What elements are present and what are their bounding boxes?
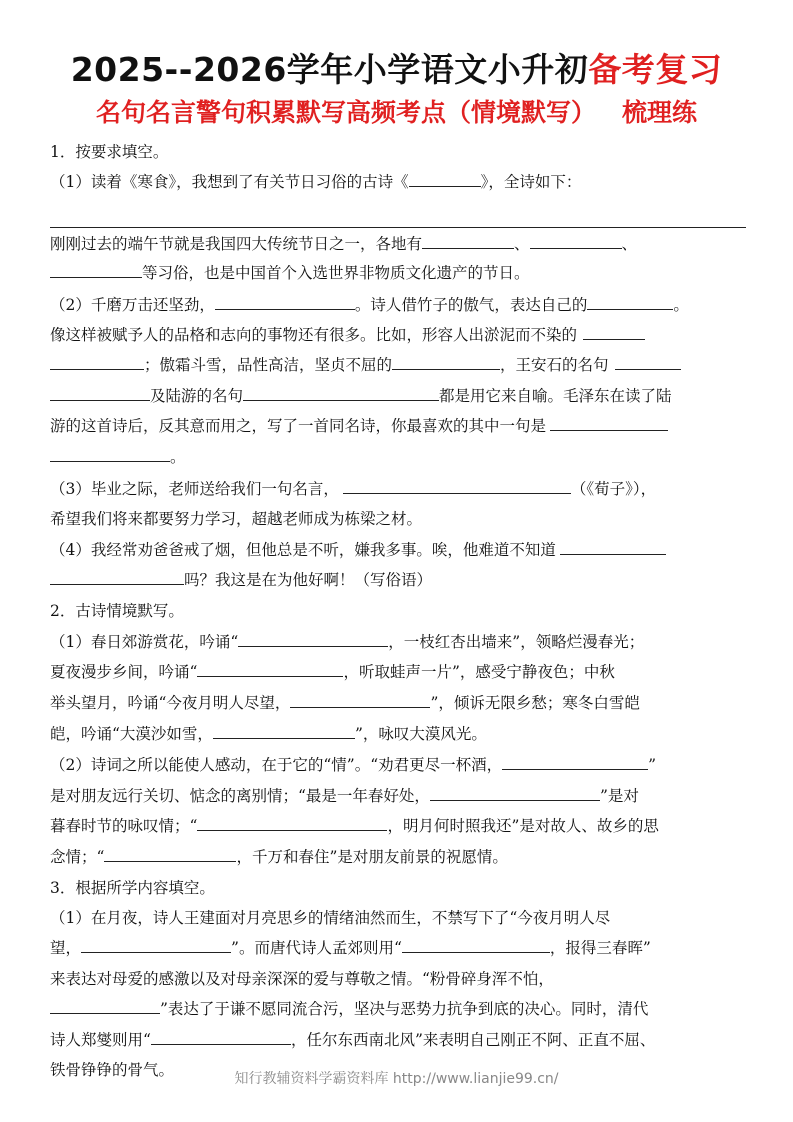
- blank-wanganshi-2[interactable]: [50, 386, 150, 401]
- q3-1-line6: 铁骨铮铮的骨气。: [50, 1061, 175, 1079]
- q2-1-line4: 皑，吟诵“大漠沙如雪， ”，咏叹大漠风光。: [50, 725, 487, 743]
- q1-2-line6: 。: [50, 446, 772, 468]
- q1-3-line2: 希望我们将来都要努力学习，超越老师成为栋梁之材。: [50, 510, 423, 528]
- subtitle-main: 名句名言警句积累默写高频考点（情境默写）: [95, 98, 596, 127]
- q1-2-line5: 游的这首诗后，反其意而用之，写了一首同名诗，你最喜欢的其中一句是: [50, 415, 772, 437]
- blank-lotus-2[interactable]: [50, 355, 144, 370]
- blank-custom-2[interactable]: [530, 234, 622, 249]
- blank-luyou-line[interactable]: [243, 386, 439, 401]
- blank-proverb-2[interactable]: [50, 570, 184, 585]
- q1-1-line3: 等习俗，也是中国首个入选世界非物质文化遗产的节日。: [50, 262, 772, 284]
- blank-poet-feeling[interactable]: [587, 295, 673, 310]
- q3-heading: 3．根据所学内容填空。: [50, 879, 215, 897]
- q2-2-line3: 暮春时节的咏叹情；“ ，明月何时照我还”是对故人、故乡的思: [50, 817, 659, 835]
- page-subtitle: [0, 93, 793, 129]
- blank-wanganshi-1[interactable]: [615, 355, 681, 370]
- blank-wangjian-line[interactable]: [81, 938, 231, 953]
- blank-plum[interactable]: [392, 355, 500, 370]
- blank-full-poem-line[interactable]: [50, 227, 746, 228]
- q1-heading: 1．按要求填空。: [50, 143, 169, 161]
- q1-1-line2: 刚刚过去的端午节就是我国四大传统节日之一，各地有 、 、: [50, 235, 638, 253]
- q2-2-line1: （2）诗词之所以能使人感动，在于它的“情”。“劝君更尽一杯酒， ”: [50, 756, 657, 774]
- blank-farewell-line[interactable]: [502, 755, 648, 770]
- q1-1-line1: （1）读着《寒食》，我想到了有关节日习俗的古诗《 》，全诗如下：: [50, 173, 582, 191]
- q1-4-line1: （4）我经常劝爸爸戒了烟，但他总是不听，嫌我多事。唉，他难道不知道: [50, 539, 772, 561]
- q1-4-line2: 吗？我这是在为他好啊！（写俗语）: [50, 569, 772, 591]
- blank-spring-line[interactable]: [238, 632, 388, 647]
- page-title: [0, 44, 793, 91]
- blank-homesick-line[interactable]: [197, 816, 387, 831]
- blank-summer-line[interactable]: [197, 662, 343, 677]
- q2-2-line2: 是对朋友远行关切、惦念的离别情；“最是一年春好处， ”是对: [50, 787, 639, 805]
- q1-3-line1: （3）毕业之际，老师送给我们一句名言， （《荀子》），: [50, 480, 657, 498]
- q2-1-line3: 举头望月，吟诵“今夜月明人尽望， ”，倾诉无限乡愁；寒冬白雪皑: [50, 694, 640, 712]
- blank-proverb-1[interactable]: [560, 540, 666, 555]
- q2-2-line4: 念情；“ ，千万和春住”是对朋友前景的祝愿情。: [50, 848, 508, 866]
- q3-1-line4: ”表达了于谦不愿同流合污，坚决与恶势力抗争到底的决心。同时，清代: [50, 998, 772, 1020]
- blank-mao-line-2[interactable]: [50, 447, 170, 462]
- blank-mengjiao-line[interactable]: [402, 938, 550, 953]
- blank-winter-line[interactable]: [213, 724, 355, 739]
- q1-2-line3: ；傲霜斗雪，品性高洁，坚贞不屈的 ，王安石的名句: [50, 354, 772, 376]
- blank-mao-line-1[interactable]: [550, 416, 668, 431]
- blank-xunzi-quote[interactable]: [343, 479, 571, 494]
- blank-custom-1[interactable]: [422, 234, 514, 249]
- q1-2-line4: 及陆游的名句 都是用它来自喻。毛泽东在读了陆: [50, 385, 772, 407]
- q3-1-line1: （1）在月夜，诗人王建面对月亮思乡的情绪油然而生，不禁写下了“今夜月明人尽: [50, 909, 611, 927]
- watermark-footer: 知行教辅资料学霸资料库 http://www.lianjie99.cn/: [234, 1071, 559, 1087]
- title-black-part: 2025--2026学年小学语文小升初: [70, 50, 589, 89]
- blank-bamboo-line[interactable]: [215, 295, 355, 310]
- q2-heading: 2．古诗情境默写。: [50, 602, 184, 620]
- q3-1-line5: 诗人郑燮则用“ ，任尔东西南北风”来表明自己刚正不阿、正直不屈、: [50, 1031, 656, 1049]
- q3-1-line2: 望， ”。而唐代诗人孟郊则用“ ，报得三春晖”: [50, 939, 651, 957]
- blank-yuqian-line[interactable]: [50, 999, 160, 1014]
- q3-1-line3: 来表达对母爱的感激以及对母亲深深的爱与尊敬之情。“粉骨碎身浑不怕，: [50, 970, 554, 988]
- blank-spring-best-line[interactable]: [430, 786, 600, 801]
- blank-poem-title[interactable]: [409, 172, 481, 187]
- blank-lotus-1[interactable]: [583, 325, 645, 340]
- subtitle-tail: 梳理练: [622, 98, 698, 127]
- blank-blessing-line[interactable]: [104, 847, 236, 862]
- q2-1-line2: 夏夜漫步乡间，吟诵“ ，听取蛙声一片”，感受宁静夜色；中秋: [50, 663, 615, 681]
- title-red-part: 备考复习: [588, 50, 723, 89]
- blank-custom-3[interactable]: [50, 263, 142, 278]
- blank-autumn-line[interactable]: [290, 693, 430, 708]
- blank-zhengxie-line[interactable]: [151, 1030, 291, 1045]
- q2-1-line1: （1）春日郊游赏花，吟诵“ ，一枝红杏出墙来”，领略烂漫春光；: [50, 633, 645, 651]
- q1-2-line1: （2）千磨万击还坚劲， 。诗人借竹子的傲气，表达自己的 。: [50, 296, 689, 314]
- q1-2-line2: 像这样被赋予人的品格和志向的事物还有很多。比如，形容人出淤泥而不染的: [50, 324, 772, 346]
